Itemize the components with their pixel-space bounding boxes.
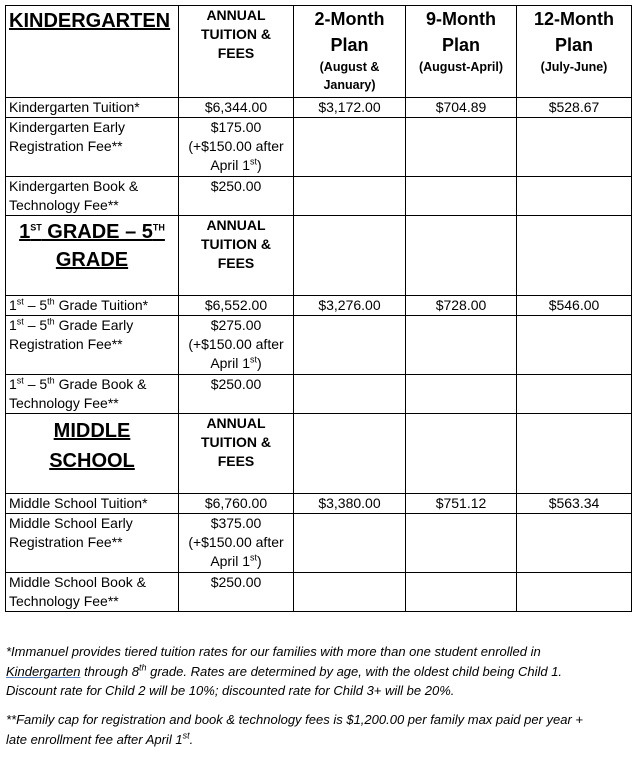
row-label: 1st – 5th Grade Book & Technology Fee** <box>6 375 179 414</box>
section-header-row <box>6 414 632 494</box>
plan-12-cell: $528.67 <box>517 98 632 118</box>
plan-12-month-header: 12-Month Plan (July-June) <box>517 6 632 98</box>
section-title-kindergarten: KINDERGARTEN <box>6 6 179 98</box>
section-title-grades: 1ST GRADE – 5TH GRADE <box>6 216 179 296</box>
annual-cell: $6,760.00 <box>179 494 294 514</box>
plan-2-cell: $3,380.00 <box>294 494 406 514</box>
footnote-tiered-rates: *Immanuel provides tiered tuition rates for our families with more than one student enrolled in Kindergarten through 8th grade. Rates are determined by age, with the oldest child being Child 1. Discount rate for Child 2 will be 10%; discounted rate for Child 3+ will be 20%. <box>6 644 563 698</box>
annual-cell: $375.00 (+$150.00 after April 1st) <box>179 514 294 573</box>
row-label: Middle School Book & Technology Fee** <box>6 573 179 612</box>
table-row <box>6 573 632 612</box>
plan-2-cell: $3,276.00 <box>294 296 406 316</box>
plan-12-cell: $563.34 <box>517 494 632 514</box>
annual-header: ANNUAL TUITION & FEES <box>179 6 294 98</box>
row-label: Middle School Early Registration Fee** <box>6 514 179 573</box>
annual-cell: $250.00 <box>179 573 294 612</box>
table-header-row <box>6 6 632 98</box>
plan-9-month-header: 9-Month Plan (August-April) <box>406 6 517 98</box>
table-row <box>6 118 632 177</box>
row-label: 1st – 5th Grade Tuition* <box>6 296 179 316</box>
plan-2-cell: $3,172.00 <box>294 98 406 118</box>
table-row <box>6 296 632 316</box>
footnote-family-cap: **Family cap for registration and book & technology fees is $1,200.00 per family max paid per year + late enrollment fee after April 1st. <box>6 712 584 747</box>
annual-cell: $275.00 (+$150.00 after April 1st) <box>179 316 294 375</box>
annual-cell: $175.00 (+$150.00 after April 1st) <box>179 118 294 177</box>
annual-header: ANNUAL TUITION & FEES <box>179 216 294 296</box>
section-title-middle-school: MIDDLE SCHOOL <box>6 414 179 494</box>
tuition-fees-table <box>5 5 632 612</box>
row-label: 1st – 5th Grade Early Registration Fee** <box>6 316 179 375</box>
table-row <box>6 494 632 514</box>
table-row <box>6 514 632 573</box>
annual-cell: $250.00 <box>179 375 294 414</box>
annual-cell: $6,552.00 <box>179 296 294 316</box>
annual-cell: $250.00 <box>179 177 294 216</box>
plan-12-cell: $546.00 <box>517 296 632 316</box>
table-row <box>6 98 632 118</box>
section-header-row <box>6 216 632 296</box>
table-row <box>6 375 632 414</box>
table-row <box>6 177 632 216</box>
plan-9-cell: $751.12 <box>406 494 517 514</box>
annual-header: ANNUAL TUITION & FEES <box>179 414 294 494</box>
row-label: Kindergarten Book & Technology Fee** <box>6 177 179 216</box>
annual-cell: $6,344.00 <box>179 98 294 118</box>
row-label: Kindergarten Tuition* <box>6 98 179 118</box>
plan-2-month-header: 2-Month Plan (August & January) <box>294 6 406 98</box>
table-row <box>6 316 632 375</box>
plan-9-cell: $728.00 <box>406 296 517 316</box>
plan-9-cell: $704.89 <box>406 98 517 118</box>
row-label: Middle School Tuition* <box>6 494 179 514</box>
row-label: Kindergarten Early Registration Fee** <box>6 118 179 177</box>
